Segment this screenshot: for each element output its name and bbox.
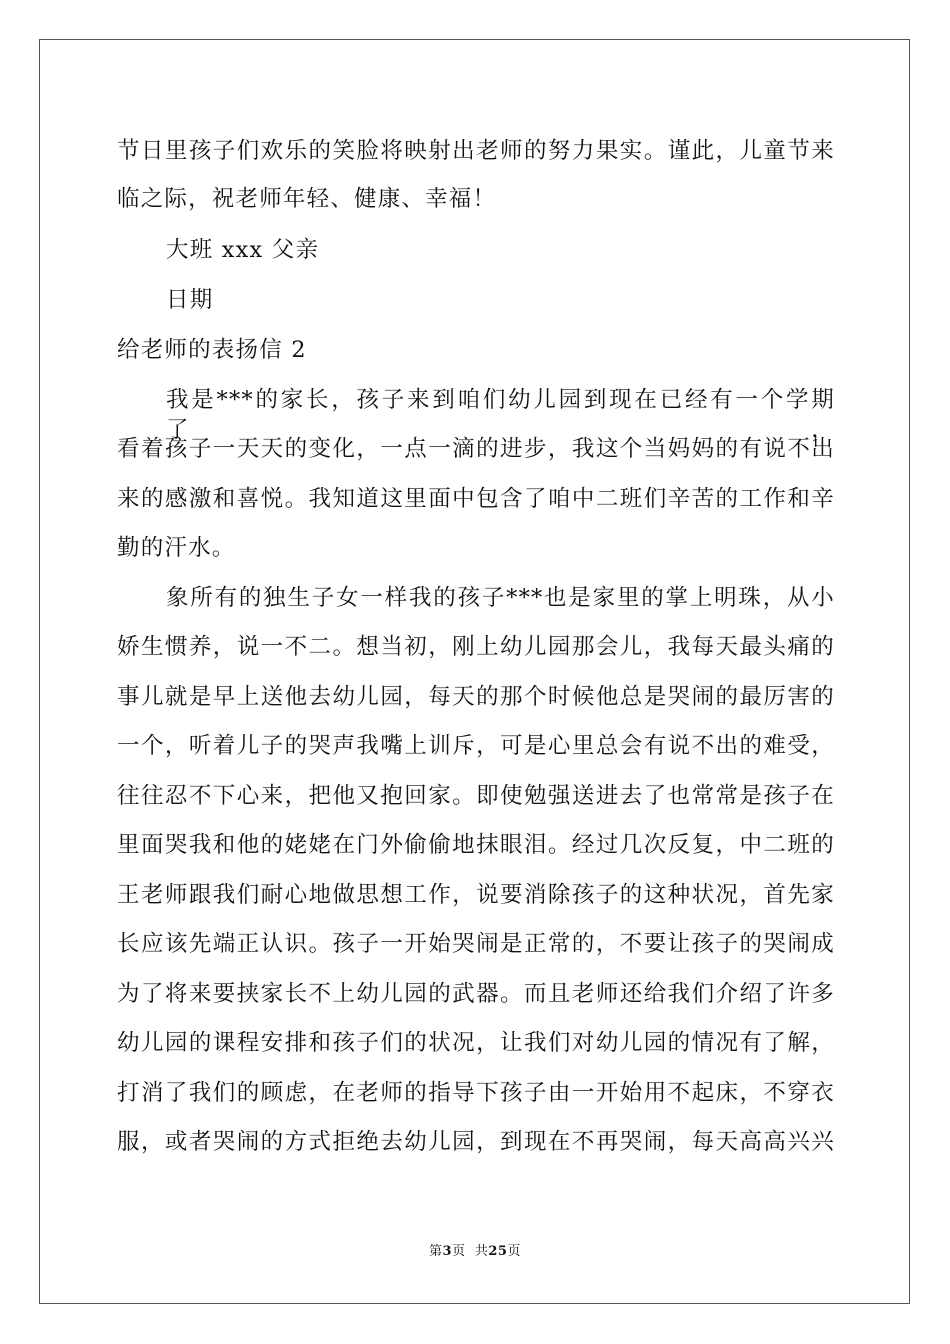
paragraph-line: 勤的汗水。 [117, 535, 236, 561]
footer-suffix: 页 [507, 1244, 521, 1259]
total-pages-number: 25 [488, 1244, 508, 1259]
paragraph-line: 象所有的独生子女一样我的孩子***也是家里的掌上明珠，从小 [166, 585, 835, 611]
paragraph-line: 节日里孩子们欢乐的笑脸将映射出老师的努力果实。谨此，儿童节来 [117, 138, 835, 164]
paragraph-line: 一个，听着儿子的哭声我嘴上训斥，可是心里总会有说不出的难受， [117, 733, 835, 759]
current-page-number: 3 [442, 1244, 453, 1259]
paragraph-line: 临之际，祝老师年轻、健康、幸福！ [117, 186, 497, 212]
paragraph-line: 事儿就是早上送他去幼儿园，每天的那个时候他总是哭闹的最厉害的 [117, 684, 835, 710]
paragraph-line: 里面哭我和他的姥姥在门外偷偷地抹眼泪。经过几次反复，中二班的 [117, 832, 835, 858]
paragraph-line: 打消了我们的顾虑，在老师的指导下孩子由一开始用不起床，不穿衣 [117, 1080, 835, 1106]
paragraph-line: 为了将来要挟家长不上幼儿园的武器。而且老师还给我们介绍了许多 [117, 981, 835, 1007]
paragraph-line: 看着孩子一天天的变化，一点一滴的进步，我这个当妈妈的有说不出 [117, 436, 835, 462]
signature: 大班 xxx 父亲 [166, 237, 320, 263]
page-border [39, 39, 910, 1304]
paragraph-line: 往往忍不下心来，把他又抱回家。即使勉强送进去了也常常是孩子在 [117, 783, 835, 809]
paragraph-line: 幼儿园的课程安排和孩子们的状况，让我们对幼儿园的情况有了解， [117, 1030, 835, 1056]
paragraph-line: 我是***的家长，孩子来到咱们幼儿园到现在已经有一个学期了， [166, 387, 835, 443]
section-heading: 给老师的表扬信 2 [117, 337, 307, 363]
paragraph-line: 来的感激和喜悦。我知道这里面中包含了咱中二班们辛苦的工作和辛 [117, 486, 835, 512]
paragraph-line: 王老师跟我们耐心地做思想工作，说要消除孩子的这种状况，首先家 [117, 882, 835, 908]
paragraph-line: 服，或者哭闹的方式拒绝去幼儿园，到现在不再哭闹，每天高高兴兴 [117, 1129, 835, 1155]
date-line: 日期 [166, 287, 214, 313]
footer-middle: 页 共 [452, 1244, 489, 1259]
page-footer [0, 1243, 950, 1261]
footer-prefix: 第 [429, 1244, 443, 1259]
paragraph-line: 长应该先端正认识。孩子一开始哭闹是正常的，不要让孩子的哭闹成 [117, 931, 835, 957]
paragraph-line: 娇生惯养，说一不二。想当初，刚上幼儿园那会儿，我每天最头痛的 [117, 634, 835, 660]
